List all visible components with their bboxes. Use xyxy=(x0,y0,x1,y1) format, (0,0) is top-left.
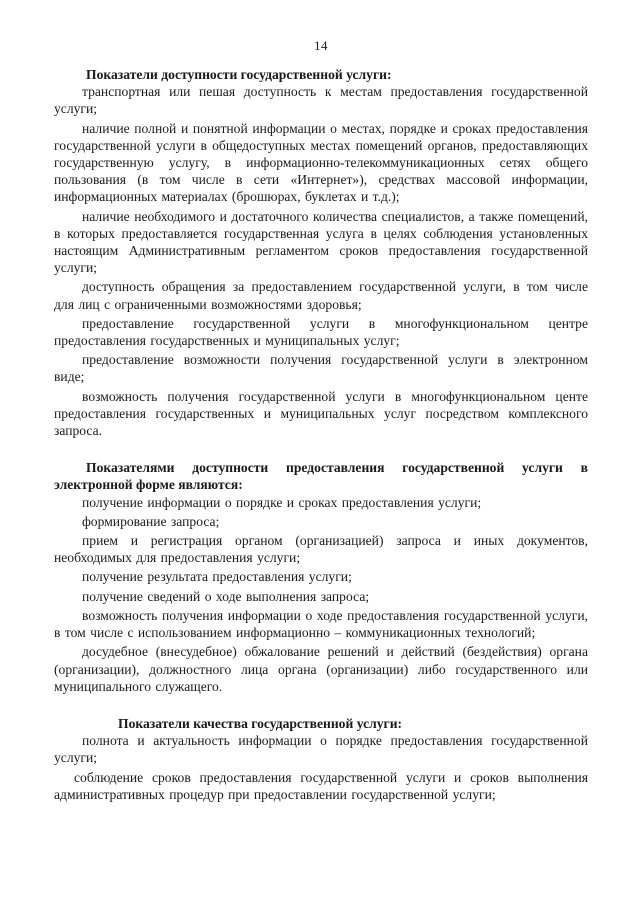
list-item: получение сведений о ходе выполнения запроса; xyxy=(82,588,370,604)
list-item: формирование запроса; xyxy=(82,513,220,529)
list-item: полнота и актуальность информации о порядке предоставления государственной услуги; xyxy=(54,733,588,766)
section-quality xyxy=(54,715,588,803)
list-item: наличие необходимого и достаточного количества специалистов, а также помещений, в которых предоставляется государственная услуга в целях соблюдения установленных настоящим Административным регламентом сроков предоставления государственной услуги; xyxy=(54,208,588,276)
list-item: доступность обращения за предоставлением государственной услуги, в том числе для лиц с ограниченными возможностями здоровья; xyxy=(54,279,588,312)
list-item: соблюдение сроков предоставления государственной услуги и сроков выполнения административных процедур при предоставлении государственной услуги; xyxy=(54,769,588,802)
list-item: возможность получения государственной услуги в многофункциональном центе предоставления государственных и муниципальных услуг посредством комплексного запроса. xyxy=(54,388,588,439)
list-item: наличие полной и понятной информации о местах, порядке и сроках предоставления государственной услуги в общедоступных местах помещений органов, предоставляющих государственную услугу, в информационно-телекоммуникационных сетях общего пользования (в том числе в сети «Интернет»), средствах массовой информации, информационных материалах (брошюрах, буклетах и т.д.); xyxy=(54,120,588,205)
section-heading: Показателями доступности предоставления государственной услуги в электронной форме являются: xyxy=(54,460,588,493)
list-item: получение информации о порядке и сроках предоставления услуги; xyxy=(82,494,482,510)
list-item: получение результата предоставления услуги; xyxy=(82,569,352,585)
section-heading: Показатели доступности государственной услуги: xyxy=(86,67,392,82)
section-electronic-availability xyxy=(54,459,588,695)
list-item: предоставление государственной услуги в многофункциональном центре предоставления государственных и муниципальных услуг; xyxy=(54,315,588,349)
section-heading: Показатели качества государственной услуги: xyxy=(118,715,403,731)
list-item: транспортная или пешая доступность к местам предоставления государственной услуги; xyxy=(54,84,588,117)
list-item: возможность получения информации о ходе предоставления государственной услуги, в том числе с использованием информационно – коммуникационных технологий; xyxy=(54,607,588,641)
list-item: досудебное (внесудебное) обжалование решений и действий (бездействия) органа (организации), должностного лица органа (организации) либо государственного или муниципального служащего. xyxy=(54,644,588,694)
list-item: предоставление возможности получения государственной услуги в электронном виде; xyxy=(54,352,588,385)
section-availability xyxy=(54,66,588,439)
list-item: прием и регистрация органом (организацией) запроса и иных документов, необходимых для предоставления услуги; xyxy=(54,533,588,566)
page-number: 14 xyxy=(314,38,328,53)
